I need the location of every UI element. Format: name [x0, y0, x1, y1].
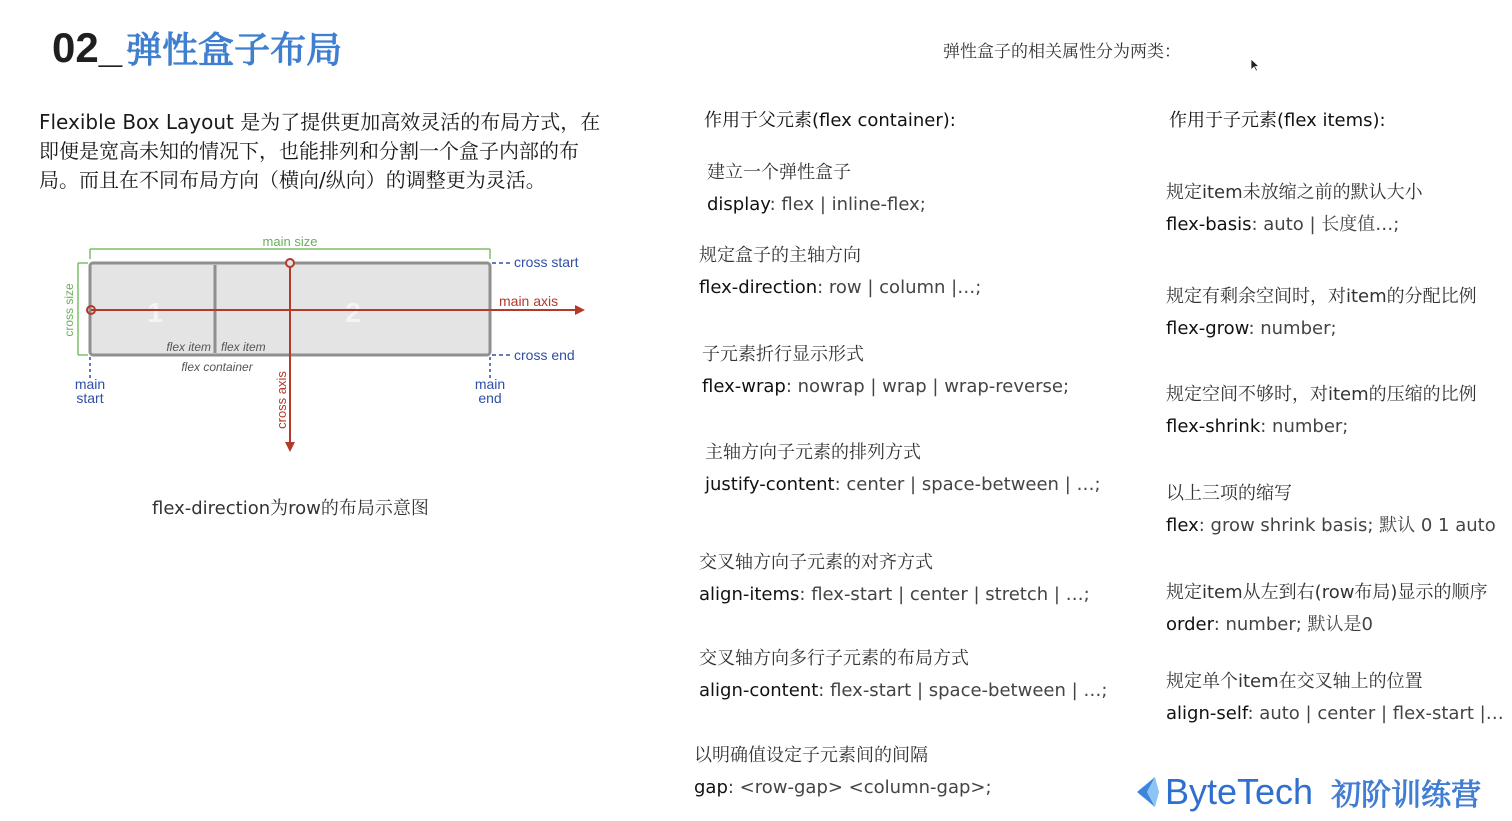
prop-desc: 子元素折行显示形式 — [702, 344, 864, 365]
flex-item-label-2: flex item — [221, 340, 266, 354]
prop-value: : flex | inline-flex; — [769, 194, 926, 215]
flexbox-diagram — [55, 230, 615, 460]
slide-title — [52, 22, 342, 73]
prop-desc: 交叉轴方向多行子元素的布局方式 — [699, 648, 969, 669]
cross-size-label: cross size — [62, 283, 76, 337]
prop-key: flex — [1166, 515, 1199, 536]
prop-flex-wrap — [702, 343, 1069, 399]
prop-desc: 规定盒子的主轴方向 — [699, 245, 861, 266]
prop-value: : number; — [1260, 416, 1349, 437]
prop-desc: 规定item未放缩之前的默认大小 — [1166, 182, 1423, 203]
prop-gap — [694, 744, 992, 800]
flexbox-diagram-svg — [55, 230, 615, 460]
main-start-label-1: main — [74, 376, 106, 392]
prop-flex-grow — [1166, 285, 1477, 341]
prop-flex-basis — [1166, 181, 1423, 237]
brand-subtitle: 初阶训练营 — [1331, 778, 1482, 813]
prop-key: display — [707, 194, 770, 215]
prop-key: align-self — [1166, 703, 1248, 724]
prop-align-content — [699, 647, 1107, 703]
prop-key: flex-grow — [1166, 318, 1249, 339]
prop-desc: 交叉轴方向子元素的对齐方式 — [699, 552, 933, 573]
prop-value: : grow shrink basis; 默认 0 1 auto — [1198, 515, 1496, 536]
mouse-cursor-icon — [1250, 58, 1260, 72]
prop-key: align-items — [699, 584, 800, 605]
prop-desc: 规定单个item在交叉轴上的位置 — [1166, 671, 1423, 692]
main-end-label-2: end — [478, 390, 502, 406]
flex-container-label: flex container — [181, 360, 253, 374]
main-axis-arrow — [575, 305, 585, 315]
prop-key: flex-basis — [1166, 214, 1252, 235]
prop-flex-shrink — [1166, 383, 1477, 439]
cross-end-label: cross end — [514, 347, 575, 363]
prop-align-items — [699, 551, 1090, 607]
brand-watermark — [1133, 770, 1481, 814]
prop-desc: 以上三项的缩写 — [1166, 483, 1292, 504]
prop-value: : flex-start | space-between | …; — [818, 680, 1108, 701]
title-number: 02_ — [52, 24, 123, 71]
prop-value: : number; 默认是0 — [1213, 614, 1373, 635]
intro-paragraph: Flexible Box Layout 是为了提供更加高效灵活的布局方式，在即便是宽高未知的情况下，也能排列和分割一个盒子内部的布局。而且在不同布局方向（横向/纵向）的调整更为灵活。 — [39, 110, 601, 192]
prop-desc: 规定item从左到右(row布局)显示的顺序 — [1166, 582, 1488, 603]
prop-key: align-content — [699, 680, 819, 701]
cross-axis-label: cross axis — [274, 371, 289, 429]
prop-desc: 建立一个弹性盒子 — [707, 162, 851, 183]
main-axis-label: main axis — [499, 293, 559, 309]
container-column-heading: 作用于父元素(flex container): — [704, 110, 956, 131]
prop-order — [1166, 581, 1487, 637]
cross-axis-arrow — [285, 442, 295, 452]
brand-name: ByteTech — [1165, 771, 1314, 812]
prop-key: order — [1166, 614, 1214, 635]
main-start-label-2: start — [76, 390, 104, 406]
cross-start-label: cross start — [514, 254, 579, 270]
main-end-label-1: main — [474, 376, 506, 392]
prop-justify-content — [705, 441, 1101, 497]
prop-flex-direction — [699, 244, 981, 300]
prop-align-self — [1166, 670, 1504, 726]
item-number-2: 2 — [345, 297, 361, 328]
prop-desc: 规定有剩余空间时，对item的分配比例 — [1166, 286, 1477, 307]
prop-display — [707, 161, 926, 217]
prop-value: : auto | center | flex-start |… — [1247, 703, 1504, 724]
prop-key: flex-direction — [699, 277, 818, 298]
prop-value: : center | space-between | …; — [834, 474, 1101, 495]
title-text: 弹性盒子布局 — [126, 30, 343, 71]
prop-desc: 主轴方向子元素的排列方式 — [705, 442, 921, 463]
prop-desc: 以明确值设定子元素间的间隔 — [694, 745, 928, 766]
item-number-1: 1 — [147, 297, 163, 328]
prop-key: justify-content — [705, 474, 835, 495]
diagram-caption: flex-direction为row的布局示意图 — [152, 498, 429, 519]
prop-value: : <row-gap> <column-gap>; — [727, 777, 992, 798]
prop-value: : auto | 长度值…; — [1251, 214, 1400, 235]
prop-flex — [1166, 482, 1496, 538]
main-size-label: main size — [262, 234, 318, 249]
prop-value: : nowrap | wrap | wrap-reverse; — [785, 376, 1070, 397]
prop-desc: 规定空间不够时，对item的压缩的比例 — [1166, 384, 1477, 405]
prop-key: flex-shrink — [1166, 416, 1261, 437]
properties-header: 弹性盒子的相关属性分为两类： — [943, 42, 1181, 62]
prop-key: gap — [694, 777, 728, 798]
prop-key: flex-wrap — [702, 376, 786, 397]
items-column-heading: 作用于子元素(flex items): — [1169, 110, 1386, 131]
bytetech-logo-icon — [1133, 775, 1159, 809]
prop-value: : flex-start | center | stretch | …; — [799, 584, 1090, 605]
flex-item-label-1: flex item — [166, 340, 211, 354]
prop-value: : number; — [1248, 318, 1337, 339]
prop-value: : row | column |…; — [817, 277, 982, 298]
